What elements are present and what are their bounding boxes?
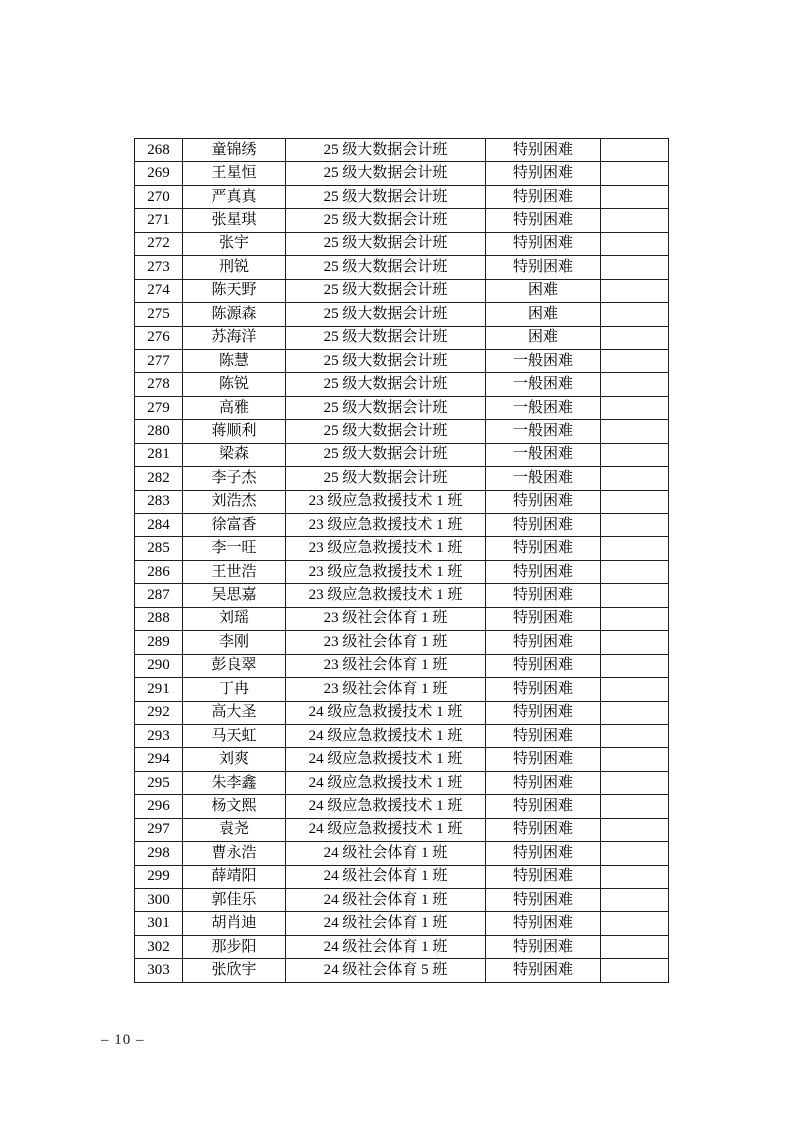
cell-class: 24 级社会体育 1 班 [286, 865, 486, 888]
cell-difficulty-level: 特别困难 [486, 560, 601, 583]
cell-name: 吴思嘉 [183, 584, 286, 607]
cell-name: 张星琪 [183, 209, 286, 232]
cell-blank [601, 560, 669, 583]
cell-difficulty-level: 困难 [486, 303, 601, 326]
cell-name: 彭良翠 [183, 654, 286, 677]
cell-difficulty-level: 特别困难 [486, 490, 601, 513]
table-row [135, 185, 669, 208]
table-row [135, 935, 669, 958]
cell-difficulty-level: 特别困难 [486, 748, 601, 771]
cell-blank [601, 279, 669, 302]
cell-number: 292 [135, 701, 183, 724]
cell-class: 24 级应急救援技术 1 班 [286, 771, 486, 794]
cell-class: 23 级社会体育 1 班 [286, 678, 486, 701]
cell-difficulty-level: 特别困难 [486, 701, 601, 724]
cell-class: 25 级大数据会计班 [286, 139, 486, 162]
cell-difficulty-level: 特别困难 [486, 607, 601, 630]
cell-blank [601, 748, 669, 771]
table-row [135, 326, 669, 349]
cell-blank [601, 678, 669, 701]
table-row [135, 256, 669, 279]
cell-class: 25 级大数据会计班 [286, 303, 486, 326]
cell-name: 徐富香 [183, 514, 286, 537]
cell-difficulty-level: 特别困难 [486, 185, 601, 208]
cell-number: 290 [135, 654, 183, 677]
cell-name: 高雅 [183, 396, 286, 419]
cell-blank [601, 537, 669, 560]
cell-difficulty-level: 特别困难 [486, 584, 601, 607]
cell-blank [601, 724, 669, 747]
cell-number: 302 [135, 935, 183, 958]
cell-class: 23 级应急救援技术 1 班 [286, 560, 486, 583]
cell-blank [601, 584, 669, 607]
cell-difficulty-level: 特别困难 [486, 842, 601, 865]
cell-name: 王星恒 [183, 162, 286, 185]
cell-blank [601, 701, 669, 724]
cell-name: 严真真 [183, 185, 286, 208]
cell-difficulty-level: 特别困难 [486, 162, 601, 185]
table-row [135, 889, 669, 912]
cell-number: 286 [135, 560, 183, 583]
cell-class: 24 级社会体育 5 班 [286, 959, 486, 982]
cell-difficulty-level: 特别困难 [486, 865, 601, 888]
cell-number: 274 [135, 279, 183, 302]
cell-number: 297 [135, 818, 183, 841]
cell-class: 24 级应急救援技术 1 班 [286, 818, 486, 841]
cell-name: 薛靖阳 [183, 865, 286, 888]
cell-class: 25 级大数据会计班 [286, 232, 486, 255]
cell-blank [601, 842, 669, 865]
cell-number: 293 [135, 724, 183, 747]
cell-blank [601, 912, 669, 935]
cell-name: 李子杰 [183, 467, 286, 490]
cell-class: 23 级社会体育 1 班 [286, 631, 486, 654]
cell-difficulty-level: 特别困难 [486, 209, 601, 232]
table-row [135, 373, 669, 396]
cell-blank [601, 514, 669, 537]
cell-number: 294 [135, 748, 183, 771]
cell-number: 298 [135, 842, 183, 865]
table-row [135, 795, 669, 818]
table-row [135, 865, 669, 888]
cell-blank [601, 209, 669, 232]
cell-class: 25 级大数据会计班 [286, 256, 486, 279]
cell-name: 张宇 [183, 232, 286, 255]
table-row [135, 631, 669, 654]
cell-name: 刑锐 [183, 256, 286, 279]
cell-name: 张欣宇 [183, 959, 286, 982]
cell-name: 郭佳乐 [183, 889, 286, 912]
table-row [135, 303, 669, 326]
cell-number: 282 [135, 467, 183, 490]
cell-difficulty-level: 特别困难 [486, 771, 601, 794]
cell-difficulty-level: 特别困难 [486, 795, 601, 818]
cell-name: 刘瑶 [183, 607, 286, 630]
cell-difficulty-level: 特别困难 [486, 232, 601, 255]
cell-number: 288 [135, 607, 183, 630]
cell-number: 283 [135, 490, 183, 513]
cell-name: 李刚 [183, 631, 286, 654]
table-row [135, 678, 669, 701]
cell-class: 23 级社会体育 1 班 [286, 654, 486, 677]
cell-blank [601, 185, 669, 208]
cell-class: 25 级大数据会计班 [286, 420, 486, 443]
cell-blank [601, 607, 669, 630]
student-aid-table [134, 138, 669, 983]
cell-name: 王世浩 [183, 560, 286, 583]
cell-number: 276 [135, 326, 183, 349]
cell-difficulty-level: 困难 [486, 279, 601, 302]
cell-name: 杨文熙 [183, 795, 286, 818]
cell-difficulty-level: 一般困难 [486, 373, 601, 396]
cell-class: 25 级大数据会计班 [286, 373, 486, 396]
cell-blank [601, 232, 669, 255]
cell-blank [601, 349, 669, 372]
cell-number: 272 [135, 232, 183, 255]
cell-difficulty-level: 一般困难 [486, 443, 601, 466]
table-row [135, 701, 669, 724]
cell-class: 25 级大数据会计班 [286, 467, 486, 490]
cell-number: 284 [135, 514, 183, 537]
cell-number: 285 [135, 537, 183, 560]
cell-blank [601, 326, 669, 349]
cell-name: 袁尧 [183, 818, 286, 841]
cell-number: 299 [135, 865, 183, 888]
table-row [135, 490, 669, 513]
table-row [135, 349, 669, 372]
table-row [135, 209, 669, 232]
cell-blank [601, 795, 669, 818]
cell-name: 高大圣 [183, 701, 286, 724]
cell-name: 刘浩杰 [183, 490, 286, 513]
table-row [135, 584, 669, 607]
cell-name: 曹永浩 [183, 842, 286, 865]
cell-name: 陈慧 [183, 349, 286, 372]
cell-difficulty-level: 一般困难 [486, 396, 601, 419]
cell-difficulty-level: 特别困难 [486, 537, 601, 560]
cell-name: 丁冉 [183, 678, 286, 701]
table-row [135, 818, 669, 841]
cell-blank [601, 935, 669, 958]
table-row [135, 420, 669, 443]
cell-class: 24 级应急救援技术 1 班 [286, 701, 486, 724]
cell-class: 24 级应急救援技术 1 班 [286, 795, 486, 818]
cell-class: 25 级大数据会计班 [286, 185, 486, 208]
table-row [135, 959, 669, 982]
cell-number: 291 [135, 678, 183, 701]
cell-number: 300 [135, 889, 183, 912]
cell-number: 278 [135, 373, 183, 396]
cell-difficulty-level: 特别困难 [486, 959, 601, 982]
table-row [135, 467, 669, 490]
cell-name: 陈源森 [183, 303, 286, 326]
cell-class: 24 级应急救援技术 1 班 [286, 724, 486, 747]
cell-class: 25 级大数据会计班 [286, 443, 486, 466]
cell-name: 马天虹 [183, 724, 286, 747]
cell-class: 25 级大数据会计班 [286, 279, 486, 302]
cell-blank [601, 396, 669, 419]
table-row [135, 279, 669, 302]
cell-number: 301 [135, 912, 183, 935]
table-row [135, 771, 669, 794]
cell-class: 23 级应急救援技术 1 班 [286, 584, 486, 607]
cell-class: 24 级社会体育 1 班 [286, 889, 486, 912]
cell-difficulty-level: 特别困难 [486, 724, 601, 747]
cell-number: 271 [135, 209, 183, 232]
cell-difficulty-level: 特别困难 [486, 654, 601, 677]
cell-class: 23 级应急救援技术 1 班 [286, 537, 486, 560]
cell-difficulty-level: 一般困难 [486, 420, 601, 443]
cell-number: 277 [135, 349, 183, 372]
cell-name: 陈天野 [183, 279, 286, 302]
cell-blank [601, 771, 669, 794]
table-row [135, 514, 669, 537]
cell-class: 24 级社会体育 1 班 [286, 842, 486, 865]
cell-number: 281 [135, 443, 183, 466]
cell-number: 270 [135, 185, 183, 208]
cell-name: 朱李鑫 [183, 771, 286, 794]
table-row [135, 724, 669, 747]
table-body [135, 139, 669, 983]
cell-name: 陈锐 [183, 373, 286, 396]
cell-name: 蒋顺利 [183, 420, 286, 443]
cell-number: 279 [135, 396, 183, 419]
cell-difficulty-level: 困难 [486, 326, 601, 349]
cell-name: 那步阳 [183, 935, 286, 958]
table-row [135, 396, 669, 419]
cell-class: 23 级应急救援技术 1 班 [286, 514, 486, 537]
cell-number: 269 [135, 162, 183, 185]
cell-blank [601, 865, 669, 888]
cell-class: 23 级应急救援技术 1 班 [286, 490, 486, 513]
cell-class: 24 级社会体育 1 班 [286, 912, 486, 935]
cell-blank [601, 490, 669, 513]
table-row [135, 842, 669, 865]
table-row [135, 162, 669, 185]
cell-name: 李一旺 [183, 537, 286, 560]
cell-class: 25 级大数据会计班 [286, 349, 486, 372]
cell-name: 梁森 [183, 443, 286, 466]
cell-class: 25 级大数据会计班 [286, 396, 486, 419]
cell-name: 刘爽 [183, 748, 286, 771]
cell-blank [601, 373, 669, 396]
cell-number: 303 [135, 959, 183, 982]
cell-class: 25 级大数据会计班 [286, 326, 486, 349]
cell-difficulty-level: 特别困难 [486, 678, 601, 701]
cell-number: 296 [135, 795, 183, 818]
cell-difficulty-level: 一般困难 [486, 349, 601, 372]
table-row [135, 654, 669, 677]
page-number: – 10 – [101, 1032, 145, 1048]
cell-name: 苏海洋 [183, 326, 286, 349]
cell-blank [601, 139, 669, 162]
table-row [135, 232, 669, 255]
cell-difficulty-level: 特别困难 [486, 889, 601, 912]
table-row [135, 139, 669, 162]
cell-class: 24 级社会体育 1 班 [286, 935, 486, 958]
cell-name: 胡肖迪 [183, 912, 286, 935]
cell-blank [601, 256, 669, 279]
cell-blank [601, 162, 669, 185]
cell-difficulty-level: 特别困难 [486, 818, 601, 841]
cell-blank [601, 467, 669, 490]
cell-difficulty-level: 特别困难 [486, 912, 601, 935]
cell-difficulty-level: 特别困难 [486, 514, 601, 537]
cell-number: 289 [135, 631, 183, 654]
cell-blank [601, 889, 669, 912]
table-row [135, 748, 669, 771]
cell-blank [601, 654, 669, 677]
cell-difficulty-level: 特别困难 [486, 935, 601, 958]
table-row [135, 443, 669, 466]
cell-blank [601, 959, 669, 982]
cell-difficulty-level: 特别困难 [486, 256, 601, 279]
cell-number: 275 [135, 303, 183, 326]
cell-number: 280 [135, 420, 183, 443]
cell-class: 23 级社会体育 1 班 [286, 607, 486, 630]
cell-class: 25 级大数据会计班 [286, 162, 486, 185]
table-row [135, 537, 669, 560]
cell-class: 24 级应急救援技术 1 班 [286, 748, 486, 771]
cell-blank [601, 420, 669, 443]
cell-difficulty-level: 特别困难 [486, 139, 601, 162]
table-row [135, 607, 669, 630]
table-row [135, 912, 669, 935]
cell-name: 童锦绣 [183, 139, 286, 162]
cell-difficulty-level: 一般困难 [486, 467, 601, 490]
cell-difficulty-level: 特别困难 [486, 631, 601, 654]
cell-number: 287 [135, 584, 183, 607]
table-row [135, 560, 669, 583]
cell-blank [601, 443, 669, 466]
cell-number: 268 [135, 139, 183, 162]
cell-blank [601, 818, 669, 841]
cell-class: 25 级大数据会计班 [286, 209, 486, 232]
cell-blank [601, 631, 669, 654]
cell-blank [601, 303, 669, 326]
cell-number: 273 [135, 256, 183, 279]
cell-number: 295 [135, 771, 183, 794]
